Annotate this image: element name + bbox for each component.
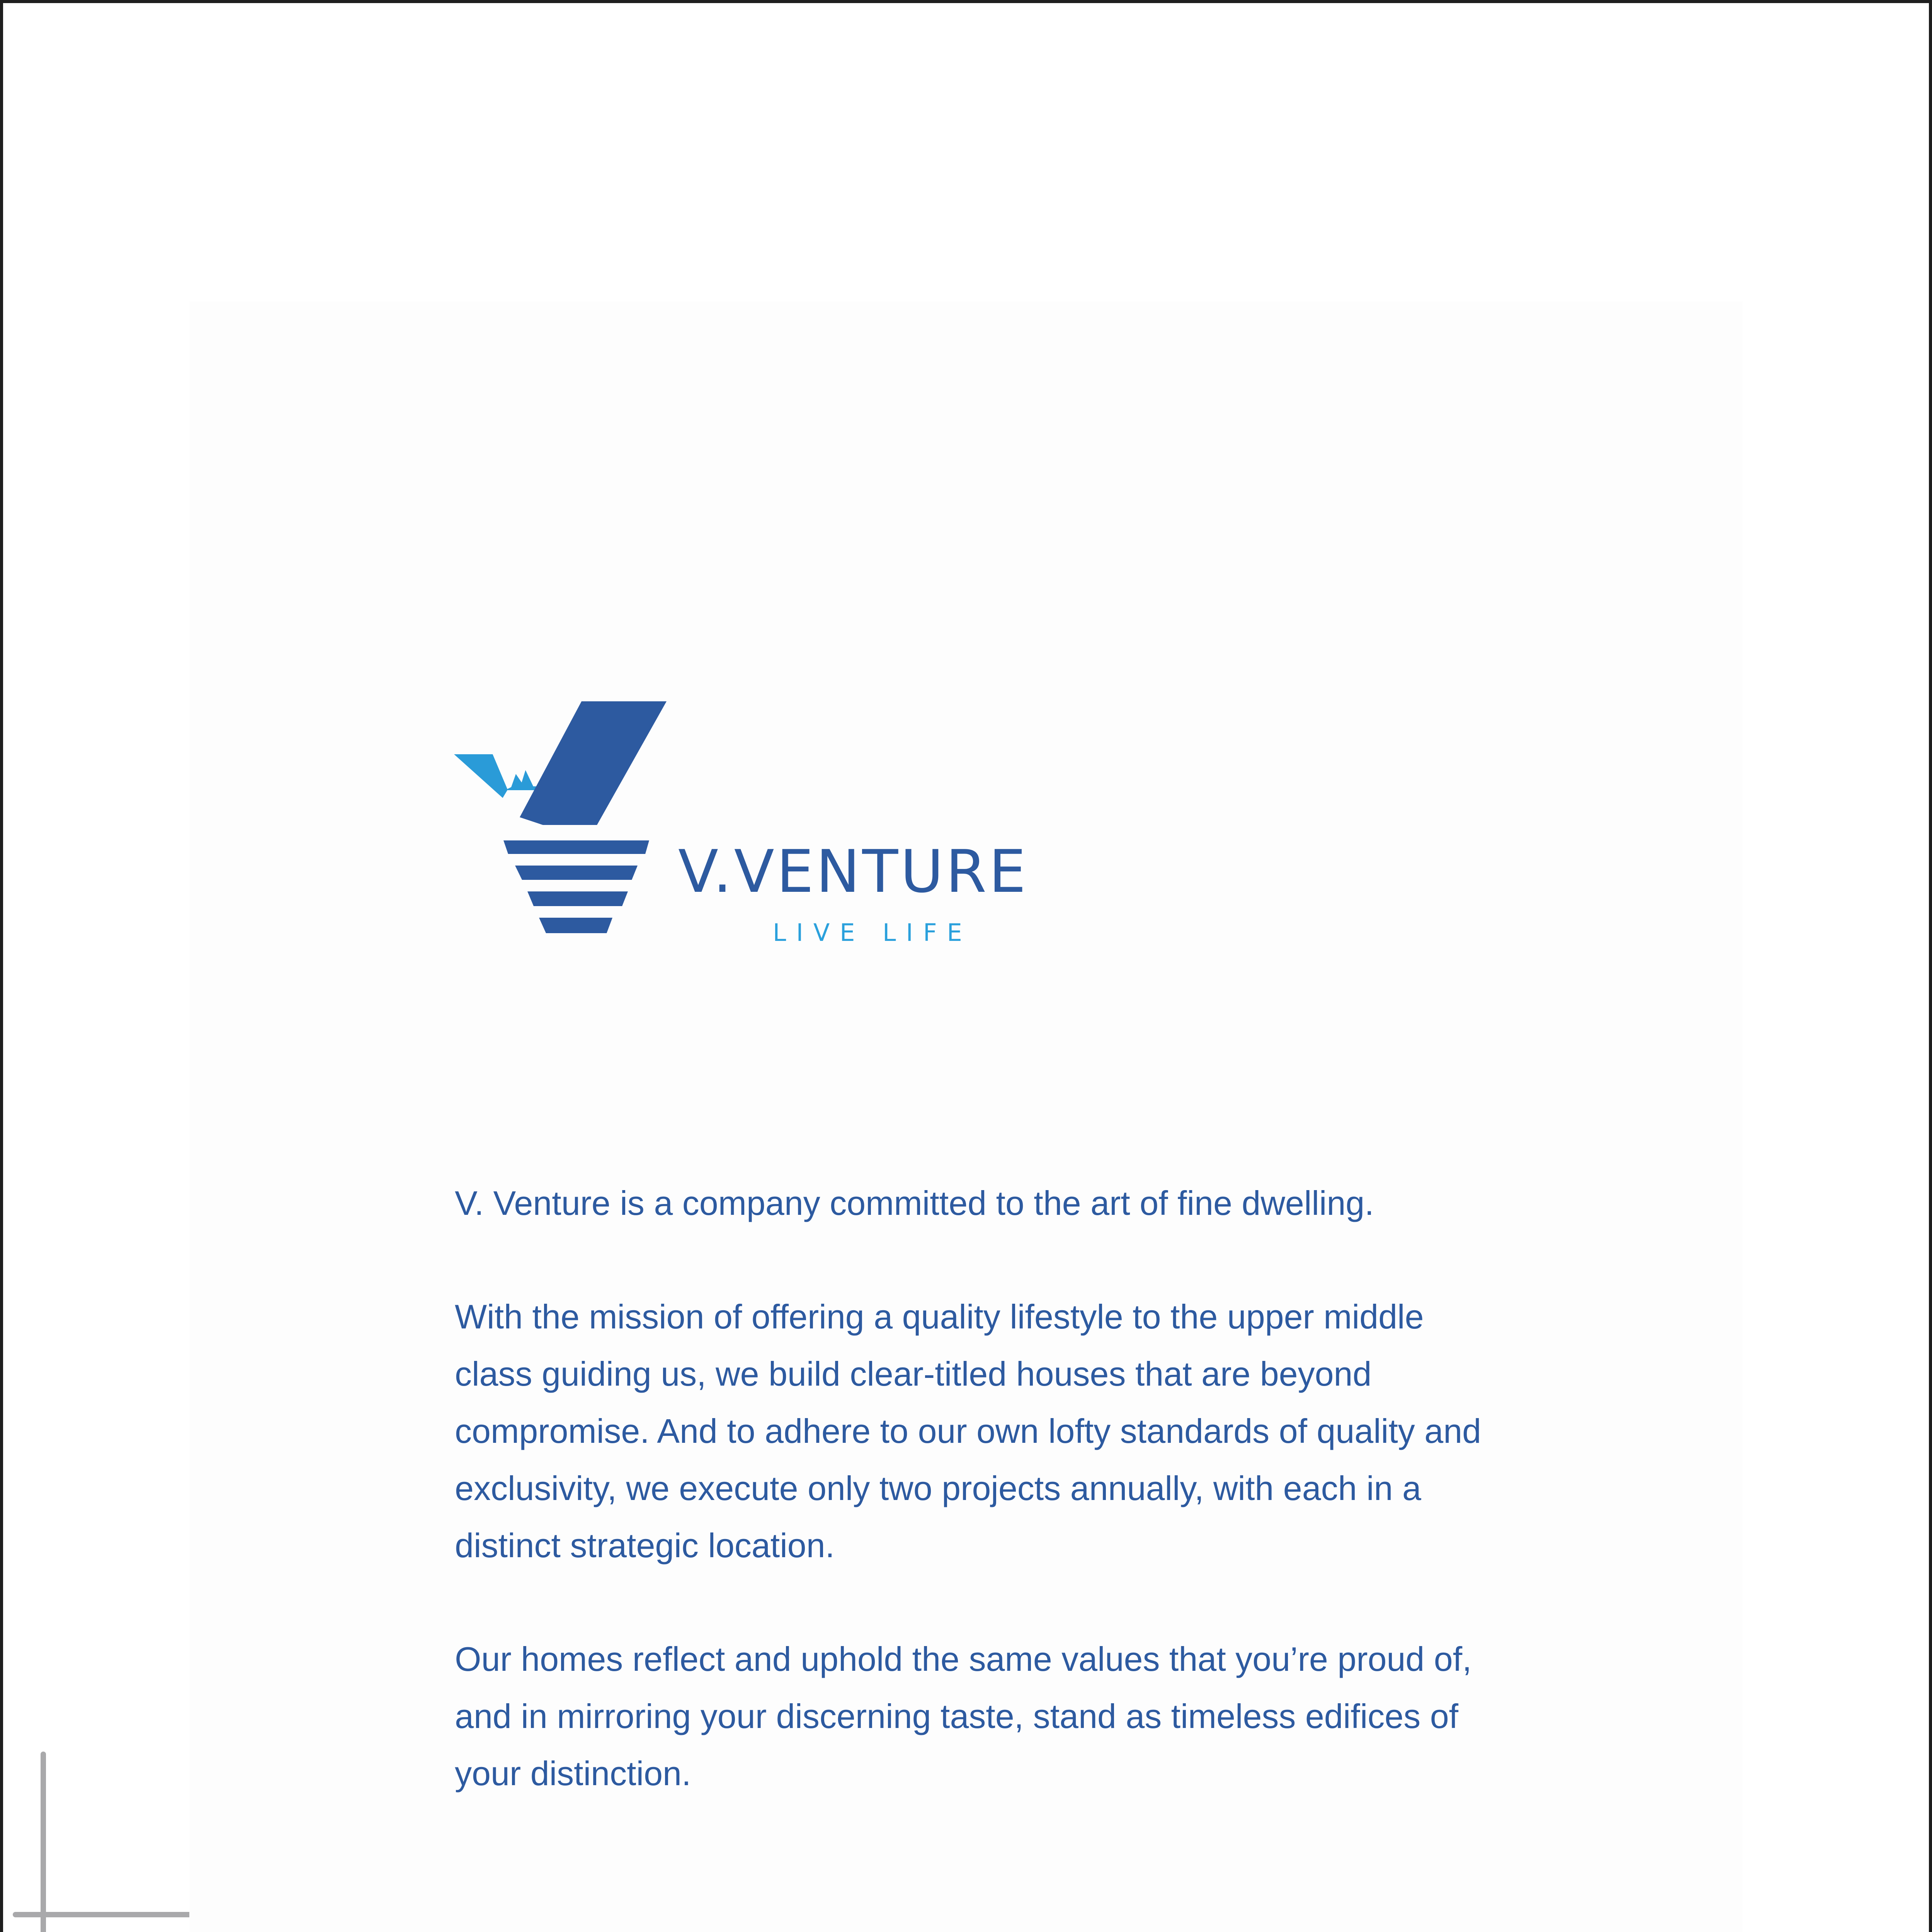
company-description — [455, 1175, 1498, 1802]
brand-tagline: LIVE LIFE — [773, 918, 972, 947]
mission-paragraph: With the mission of offering a quality lifestyle to the upper middle class guiding us, we build clear-titled houses that are beyond compromise. And to adhere to our own lofty standards of quality and exclusivity, we execute only two projects annually, with each in a distinct strategic location. — [455, 1298, 1481, 1565]
brand-name: V.VENTURE — [678, 837, 1029, 906]
company-logo — [454, 701, 1029, 949]
v-mountain-logo-icon — [454, 701, 670, 949]
values-paragraph: Our homes reflect and uphold the same values that you’re proud of, and in mirroring your discerning taste, stand as timeless edifices of your distinction. — [455, 1640, 1472, 1793]
intro-paragraph: V. Venture is a company committed to the art of fine dwelling. — [455, 1184, 1374, 1222]
